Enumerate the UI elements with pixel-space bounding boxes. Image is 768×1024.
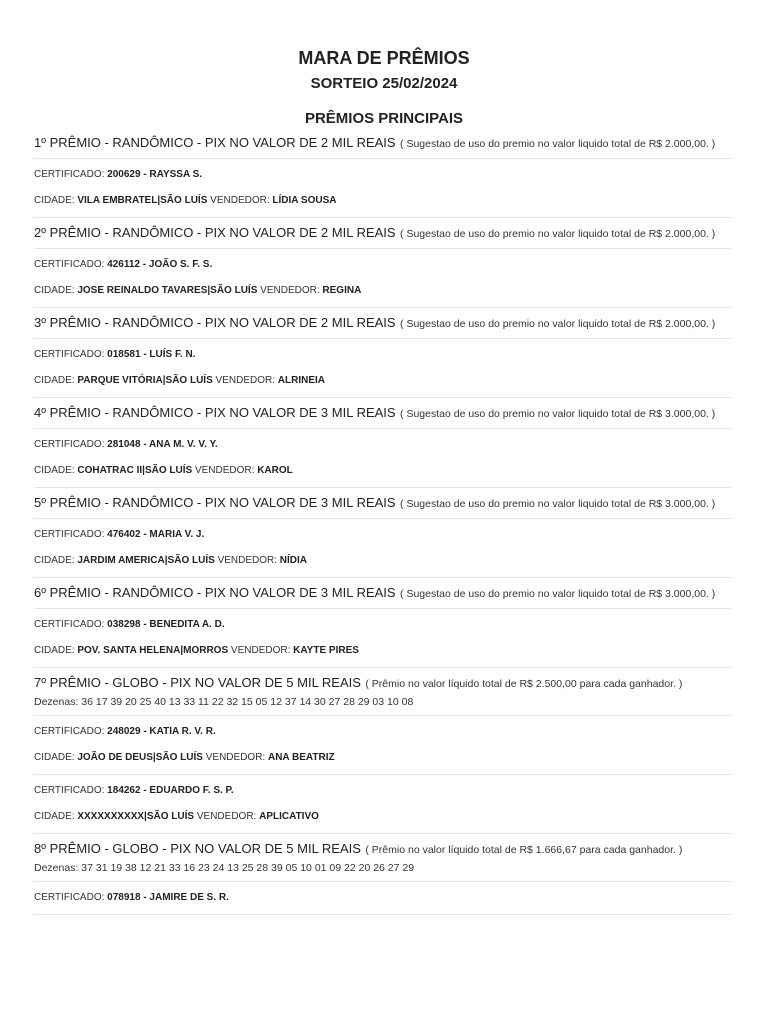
- seller-label: VENDEDOR:: [260, 285, 320, 296]
- drawn-numbers: Dezenas: 36 17 39 20 25 40 13 33 11 22 32 15 05 12 37 14 30 27 28 29 03 10 08: [34, 696, 414, 708]
- seller-label: VENDEDOR:: [230, 645, 291, 656]
- prize-block: [34, 668, 731, 834]
- prize-title: 2º PRÊMIO - RANDÔMICO - PIX NO VALOR DE 2 MIL REAIS: [34, 225, 396, 240]
- certificate-line: [34, 529, 731, 541]
- seller-label: VENDEDOR:: [205, 752, 266, 763]
- seller-label: VENDEDOR:: [215, 375, 275, 386]
- page-title: MARA DE PRÊMIOS: [298, 48, 470, 68]
- page-header: [0, 0, 768, 129]
- prize-header: [34, 308, 731, 338]
- certificate-label: CERTIFICADO:: [34, 439, 105, 450]
- divider: [34, 914, 731, 915]
- city-label: CIDADE:: [34, 645, 75, 656]
- certificate-line: [34, 259, 731, 271]
- certificate-value: 200629 - RAYSSA S.: [107, 169, 203, 180]
- prize-note: ( Prêmio no valor líquido total de R$ 1.666,67 para cada ganhador. ): [365, 844, 683, 856]
- prize-note: ( Sugestao de uso do premio no valor liquido total de R$ 2.000,00. ): [400, 138, 716, 150]
- city-line: [34, 195, 731, 207]
- prize-note: ( Sugestao de uso do premio no valor liquido total de R$ 3.000,00. ): [400, 498, 716, 510]
- winner-entry: [34, 716, 731, 774]
- certificate-line: [34, 892, 731, 904]
- certificate-label: CERTIFICADO:: [34, 349, 105, 360]
- prize-header: [34, 398, 731, 428]
- prize-block: [34, 128, 731, 218]
- city-line: [34, 752, 731, 764]
- winner-entry: [34, 339, 731, 397]
- city-line: [34, 375, 731, 387]
- city-line: [34, 465, 731, 477]
- seller-value: NÍDIA: [279, 555, 308, 566]
- prize-title: 1º PRÊMIO - RANDÔMICO - PIX NO VALOR DE 2 MIL REAIS: [34, 135, 396, 150]
- prize-header: [34, 834, 731, 881]
- certificate-label: CERTIFICADO:: [34, 726, 105, 737]
- city-label: CIDADE:: [34, 285, 75, 296]
- city-label: CIDADE:: [34, 195, 75, 206]
- seller-value: REGINA: [322, 285, 362, 296]
- section-title: PRÊMIOS PRINCIPAIS: [304, 110, 464, 127]
- prize-header: [34, 578, 731, 608]
- city-value: COHATRAC II|SÃO LUÍS: [77, 465, 193, 476]
- seller-value: LÍDIA SOUSA: [272, 195, 337, 206]
- prize-header: [34, 668, 731, 715]
- certificate-line: [34, 439, 731, 451]
- prize-list: [34, 128, 731, 915]
- prize-note: ( Sugestao de uso do premio no valor liquido total de R$ 3.000,00. ): [400, 408, 716, 420]
- certificate-line: [34, 619, 731, 631]
- certificate-label: CERTIFICADO:: [34, 169, 105, 180]
- prize-title: 8º PRÊMIO - GLOBO - PIX NO VALOR DE 5 MIL REAIS: [34, 841, 361, 856]
- city-value: PARQUE VITÓRIA|SÃO LUÍS: [77, 375, 213, 386]
- prize-title: 5º PRÊMIO - RANDÔMICO - PIX NO VALOR DE 3 MIL REAIS: [34, 495, 396, 510]
- city-label: CIDADE:: [34, 555, 75, 566]
- certificate-label: CERTIFICADO:: [34, 619, 105, 630]
- prize-header: [34, 218, 731, 248]
- certificate-label: CERTIFICADO:: [34, 785, 105, 796]
- city-label: CIDADE:: [34, 375, 75, 386]
- seller-label: VENDEDOR:: [210, 195, 270, 206]
- city-value: JOÃO DE DEUS|SÃO LUÍS: [77, 752, 203, 763]
- seller-value: KAROL: [257, 465, 293, 476]
- certificate-value: 078918 - JAMIRE DE S. R.: [107, 892, 229, 903]
- seller-label: VENDEDOR:: [217, 555, 278, 566]
- winner-entry: [34, 775, 731, 833]
- prize-block: [34, 398, 731, 488]
- prize-note: ( Sugestao de uso do premio no valor liquido total de R$ 3.000,00. ): [400, 588, 716, 600]
- seller-label: VENDEDOR:: [194, 465, 255, 476]
- city-value: POV. SANTA HELENA|MORROS: [77, 645, 229, 656]
- certificate-line: [34, 726, 731, 738]
- certificate-label: CERTIFICADO:: [34, 529, 105, 540]
- city-line: [34, 555, 731, 567]
- prize-note: ( Sugestao de uso do premio no valor liquido total de R$ 2.000,00. ): [400, 228, 716, 240]
- city-value: JOSE REINALDO TAVARES|SÃO LUÍS: [77, 285, 258, 296]
- certificate-value: 038298 - BENEDITA A. D.: [107, 619, 225, 630]
- prize-block: [34, 308, 731, 398]
- prize-title: 4º PRÊMIO - RANDÔMICO - PIX NO VALOR DE 3 MIL REAIS: [34, 405, 396, 420]
- certificate-value: 426112 - JOÃO S. F. S.: [107, 259, 213, 270]
- city-line: [34, 645, 731, 657]
- prize-header: [34, 488, 731, 518]
- prize-block: [34, 578, 731, 668]
- certificate-value: 018581 - LUÍS F. N.: [107, 349, 196, 360]
- prize-title: 7º PRÊMIO - GLOBO - PIX NO VALOR DE 5 MIL REAIS: [34, 675, 361, 690]
- city-line: [34, 285, 731, 297]
- city-label: CIDADE:: [34, 811, 75, 822]
- winner-entry: [34, 519, 731, 577]
- prize-header: [34, 128, 731, 158]
- city-label: CIDADE:: [34, 752, 75, 763]
- seller-value: ANA BEATRIZ: [267, 752, 335, 763]
- prize-title: 3º PRÊMIO - RANDÔMICO - PIX NO VALOR DE 2 MIL REAIS: [34, 315, 396, 330]
- prize-block: [34, 834, 731, 915]
- winner-entry: [34, 429, 731, 487]
- certificate-value: 184262 - EDUARDO F. S. P.: [107, 785, 234, 796]
- city-line: [34, 811, 731, 823]
- prize-title: 6º PRÊMIO - RANDÔMICO - PIX NO VALOR DE 3 MIL REAIS: [34, 585, 396, 600]
- certificate-value: 476402 - MARIA V. J.: [107, 529, 205, 540]
- certificate-line: [34, 349, 731, 361]
- winner-entry: [34, 159, 731, 217]
- seller-label: VENDEDOR:: [196, 811, 257, 822]
- seller-value: ALRINEIA: [277, 375, 325, 386]
- city-label: CIDADE:: [34, 465, 75, 476]
- prize-block: [34, 218, 731, 308]
- certificate-value: 248029 - KATIA R. V. R.: [107, 726, 216, 737]
- winner-entry: [34, 609, 731, 667]
- winner-entry: [34, 249, 731, 307]
- city-value: XXXXXXXXXX|SÃO LUÍS: [77, 811, 195, 822]
- city-value: JARDIM AMERICA|SÃO LUÍS: [77, 555, 215, 566]
- certificate-value: 281048 - ANA M. V. V. Y.: [107, 439, 218, 450]
- certificate-label: CERTIFICADO:: [34, 892, 105, 903]
- prize-note: ( Sugestao de uso do premio no valor liquido total de R$ 2.000,00. ): [400, 318, 716, 330]
- certificate-line: [34, 169, 731, 181]
- seller-value: APLICATIVO: [259, 811, 319, 822]
- drawn-numbers: Dezenas: 37 31 19 38 12 21 33 16 23 24 13 25 28 39 05 10 01 09 22 20 26 27 29: [34, 862, 415, 874]
- prize-note: ( Prêmio no valor líquido total de R$ 2.500,00 para cada ganhador. ): [365, 678, 683, 690]
- certificate-label: CERTIFICADO:: [34, 259, 105, 270]
- draw-date: SORTEIO 25/02/2024: [310, 75, 458, 92]
- city-value: VILA EMBRATEL|SÃO LUÍS: [77, 195, 208, 206]
- prize-block: [34, 488, 731, 578]
- certificate-line: [34, 785, 731, 797]
- seller-value: KAYTE PIRES: [293, 645, 359, 656]
- winner-entry: [34, 882, 731, 914]
